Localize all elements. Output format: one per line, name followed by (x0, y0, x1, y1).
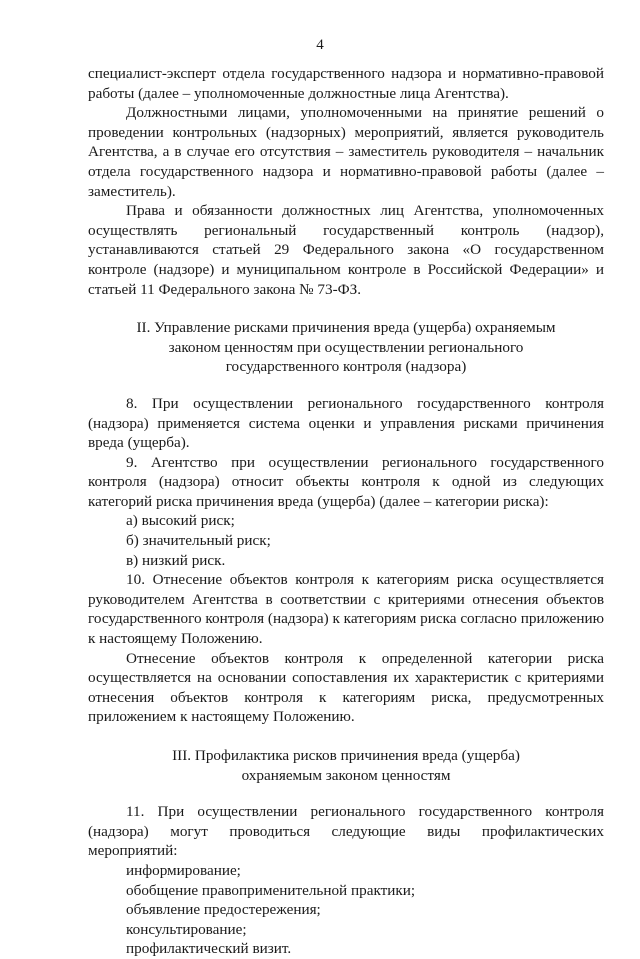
paragraph-10: 10. Отнесение объектов контроля к категориям риска осуществляется руководителем Агентства в соответствии с критериями отнесения объектов государственного контроля (надзора) к категориям риска согласно приложению к настоящему Положению. (88, 571, 604, 648)
document-body (88, 64, 604, 959)
prevention-measure-item: консультирование; (126, 920, 247, 938)
paragraph-continuation: специалист-эксперт отдела государственного надзора и нормативно-правовой работы (далее – уполномоченные должностные лица Агентства). (88, 65, 604, 102)
paragraph-10-continued: Отнесение объектов контроля к определенной категории риска осуществляется на основании сопоставления их характеристик с критериями отнесения объектов контроля к категориям риска, предусмотренных приложением к настоящему Положению. (88, 649, 604, 726)
paragraph-responsible-officials: Должностными лицами, уполномоченными на принятие решений о проведении контрольных (надзорных) мероприятий, является руководитель Агентства, а в случае его отсутствия – заместитель руководителя – начальник отдела государственного надзора и нормативно-правовой работы (далее – заместитель). (88, 104, 604, 200)
prevention-measure-item: обобщение правоприменительной практики; (126, 881, 416, 899)
prevention-measure-item: профилактический визит. (126, 940, 292, 958)
heading-line: законом ценностям при осуществлении регионального (168, 338, 524, 356)
page-number: 4 (316, 37, 324, 53)
prevention-measure-item: объявление предостережения; (126, 901, 321, 919)
paragraph-rights-duties: Права и обязанности должностных лиц Агентства, уполномоченных осуществлять региональный государственный контроль (надзор), устанавливаются статьей 29 Федерального закона «О государственном контроле (надзоре) и муниципальном контроле в Российской Федерации» и статьей 11 Федерального закона № 73-ФЗ. (88, 202, 604, 298)
heading-line: государственного контроля (надзора) (225, 358, 467, 376)
risk-category-item: б) значительный риск; (126, 532, 271, 550)
section-3-heading (88, 746, 604, 785)
section-2-heading (88, 318, 604, 377)
prevention-measure-item: информирование; (126, 861, 241, 879)
heading-line: II. Управление рисками причинения вреда (ущерба) охраняемым (136, 319, 556, 337)
risk-category-item: в) низкий риск. (126, 551, 226, 569)
heading-line: охраняемым законом ценностям (241, 766, 451, 784)
heading-line: III. Профилактика рисков причинения вреда (ущерба) (172, 747, 520, 764)
paragraph-8: 8. При осуществлении регионального государственного контроля (надзора) применяется система оценки и управления рисками причинения вреда (ущерба). (88, 394, 604, 452)
risk-category-item: а) высокий риск; (126, 512, 235, 530)
paragraph-11: 11. При осуществлении регионального государственного контроля (надзора) могут проводиться следующие виды профилактических мероприятий: (88, 803, 604, 860)
paragraph-9: 9. Агентство при осуществлении регионального государственного контроля (надзора) относит объекты контроля к одной из следующих категорий риска причинения вреда (ущерба) (далее – категории риска): (88, 453, 604, 510)
